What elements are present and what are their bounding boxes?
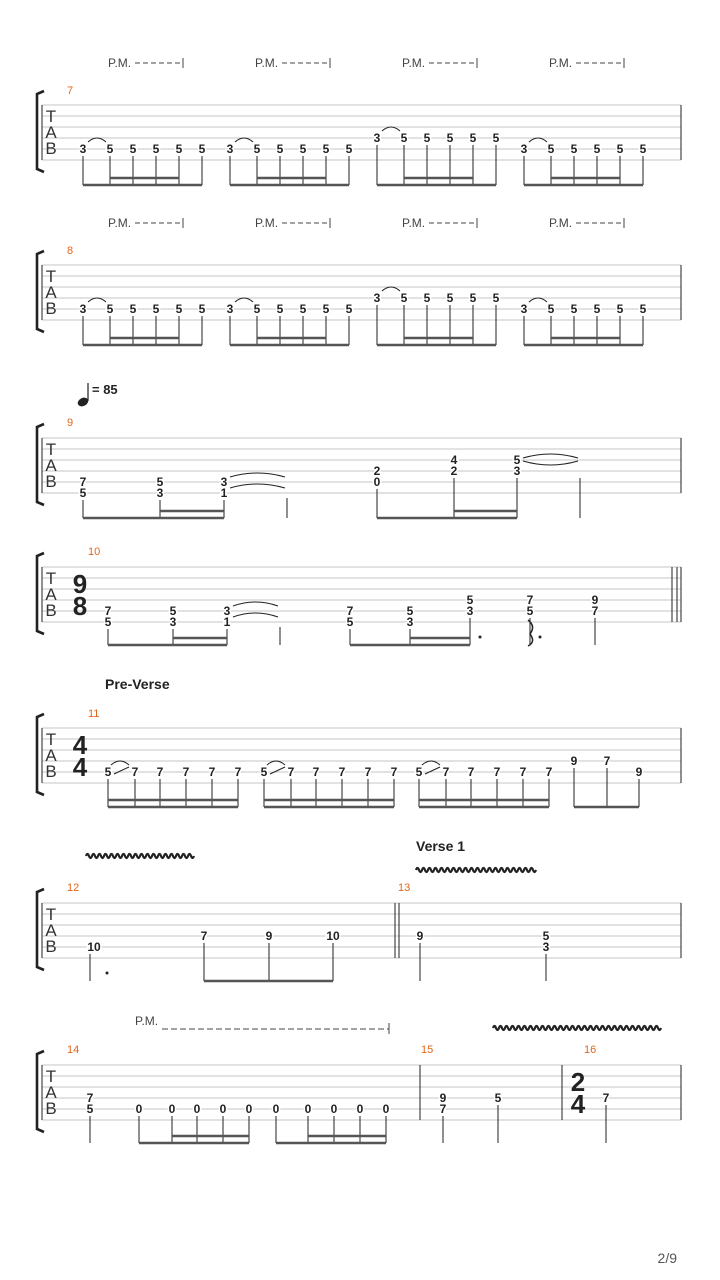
measure-number: 15 bbox=[421, 1044, 434, 1056]
fret-number: 5 bbox=[152, 142, 160, 156]
palm-mute-label: P.M. bbox=[549, 56, 573, 70]
fret-number: 7 bbox=[86, 1091, 94, 1105]
fret-number: 7 bbox=[545, 765, 553, 779]
fret-number: 7 bbox=[467, 765, 475, 779]
vibrato-line bbox=[416, 868, 536, 872]
fret-number: 5 bbox=[639, 302, 647, 316]
tab-clef-b: B bbox=[45, 139, 57, 158]
tab-clef-t: T bbox=[45, 267, 57, 286]
fret-number: 5 bbox=[526, 604, 534, 618]
slide-line bbox=[425, 767, 440, 774]
fret-number: 5 bbox=[345, 302, 353, 316]
fret-number: 5 bbox=[129, 302, 137, 316]
fret-number: 7 bbox=[519, 765, 527, 779]
measure-number: 14 bbox=[67, 1044, 80, 1056]
tab-clef-a: A bbox=[45, 1083, 57, 1102]
fret-number: 7 bbox=[602, 1091, 610, 1105]
tie-arc bbox=[88, 298, 106, 302]
tempo-marking: = 85 bbox=[92, 382, 118, 397]
tie-arc bbox=[267, 761, 285, 765]
fret-number: 10 bbox=[87, 940, 101, 954]
fret-number: 5 bbox=[469, 291, 477, 305]
fret-number: 7 bbox=[79, 475, 87, 489]
fret-number: 9 bbox=[416, 929, 424, 943]
fret-number: 7 bbox=[287, 765, 295, 779]
fret-number: 0 bbox=[168, 1102, 176, 1116]
palm-mute-label: P.M. bbox=[135, 1014, 159, 1028]
fret-number: 7 bbox=[104, 604, 112, 618]
fret-number: 5 bbox=[253, 302, 261, 316]
fret-number: 5 bbox=[152, 302, 160, 316]
tab-clef-a: A bbox=[45, 456, 57, 475]
fret-number: 5 bbox=[415, 765, 423, 779]
fret-number: 5 bbox=[276, 142, 284, 156]
fret-number: 0 bbox=[272, 1102, 280, 1116]
fret-number: 7 bbox=[493, 765, 501, 779]
measure-number: 7 bbox=[67, 85, 74, 97]
time-signature-9-8-bottom: 8 bbox=[72, 591, 88, 621]
fret-number: 5 bbox=[570, 142, 578, 156]
fret-number: 5 bbox=[446, 131, 454, 145]
fret-number: 5 bbox=[322, 302, 330, 316]
fret-number: 7 bbox=[182, 765, 190, 779]
tab-clef-b: B bbox=[45, 472, 57, 491]
fret-number: 9 bbox=[635, 765, 643, 779]
fret-number: 7 bbox=[346, 604, 354, 618]
tab-clef-t: T bbox=[45, 569, 57, 588]
time-signature-2-4-bottom: 4 bbox=[570, 1089, 586, 1119]
tab-clef-b: B bbox=[45, 299, 57, 318]
fret-number: 5 bbox=[446, 291, 454, 305]
fret-number: 5 bbox=[253, 142, 261, 156]
vibrato-line bbox=[86, 854, 194, 858]
tab-clef-t: T bbox=[45, 1067, 57, 1086]
tie-arc bbox=[233, 602, 278, 606]
fret-number: 9 bbox=[265, 929, 273, 943]
fret-number: 5 bbox=[639, 142, 647, 156]
time-signature-4-4-top: 4 bbox=[72, 730, 88, 760]
palm-mute-label: P.M. bbox=[255, 216, 279, 230]
time-signature-2-4-top: 2 bbox=[570, 1067, 586, 1097]
fret-number: 5 bbox=[79, 486, 87, 500]
fret-number: 7 bbox=[156, 765, 164, 779]
fret-number: 1 bbox=[220, 486, 228, 500]
tie-arc bbox=[523, 461, 578, 465]
fret-number: 7 bbox=[526, 593, 534, 607]
rhythm-dot bbox=[539, 636, 542, 639]
fret-number: 5 bbox=[299, 302, 307, 316]
tab-clef-b: B bbox=[45, 937, 57, 956]
tie-arc bbox=[230, 484, 285, 488]
fret-number: 7 bbox=[591, 604, 599, 618]
tie-arc bbox=[529, 138, 547, 142]
fret-number: 5 bbox=[106, 142, 114, 156]
page-number: 2/9 bbox=[657, 1250, 677, 1266]
fret-number: 5 bbox=[129, 142, 137, 156]
palm-mute-label: P.M. bbox=[402, 56, 426, 70]
tab-clef-a: A bbox=[45, 921, 57, 940]
measure-number: 8 bbox=[67, 245, 74, 257]
fret-number: 0 bbox=[193, 1102, 201, 1116]
tab-clef-t: T bbox=[45, 905, 57, 924]
fret-number: 3 bbox=[520, 142, 528, 156]
tab-clef-t: T bbox=[45, 440, 57, 459]
tie-arc bbox=[88, 138, 106, 142]
fret-number: 5 bbox=[104, 615, 112, 629]
fret-number: 5 bbox=[156, 475, 164, 489]
tab-clef-b: B bbox=[45, 601, 57, 620]
tie-arc bbox=[111, 761, 129, 765]
fret-number: 5 bbox=[469, 131, 477, 145]
fret-number: 3 bbox=[373, 291, 381, 305]
tab-clef-t: T bbox=[45, 107, 57, 126]
fret-number: 5 bbox=[175, 302, 183, 316]
fret-number: 5 bbox=[299, 142, 307, 156]
fret-number: 3 bbox=[156, 486, 164, 500]
slide-line bbox=[114, 767, 129, 774]
tie-arc bbox=[230, 473, 285, 477]
fret-number: 10 bbox=[326, 929, 340, 943]
fret-number: 5 bbox=[175, 142, 183, 156]
fret-number: 1 bbox=[223, 615, 231, 629]
palm-mute-label: P.M. bbox=[108, 56, 132, 70]
tie-arc bbox=[233, 613, 278, 617]
fret-number: 5 bbox=[593, 142, 601, 156]
tab-clef-a: A bbox=[45, 746, 57, 765]
fret-number: 7 bbox=[603, 754, 611, 768]
fret-number: 3 bbox=[220, 475, 228, 489]
tie-arc bbox=[382, 287, 400, 291]
fret-number: 0 bbox=[245, 1102, 253, 1116]
fret-number: 3 bbox=[223, 604, 231, 618]
tie-arc bbox=[235, 138, 253, 142]
tie-arc bbox=[529, 298, 547, 302]
fret-number: 7 bbox=[200, 929, 208, 943]
fret-number: 5 bbox=[406, 604, 414, 618]
fret-number: 5 bbox=[547, 302, 555, 316]
fret-number: 3 bbox=[542, 940, 550, 954]
fret-number: 5 bbox=[570, 302, 578, 316]
section-pre-verse: Pre-Verse bbox=[105, 676, 170, 692]
tie-arc bbox=[235, 298, 253, 302]
measure-number: 12 bbox=[67, 882, 80, 894]
section-verse-1: Verse 1 bbox=[416, 838, 466, 854]
measure-number: 9 bbox=[67, 417, 74, 429]
palm-mute-label: P.M. bbox=[549, 216, 573, 230]
measure-number: 10 bbox=[88, 546, 101, 558]
tie-arc bbox=[382, 127, 400, 131]
fret-number: 7 bbox=[338, 765, 346, 779]
fret-number: 0 bbox=[304, 1102, 312, 1116]
fret-number: 5 bbox=[466, 593, 474, 607]
fret-number: 3 bbox=[226, 302, 234, 316]
fret-number: 5 bbox=[345, 142, 353, 156]
fret-number: 0 bbox=[382, 1102, 390, 1116]
measure-number: 16 bbox=[584, 1044, 597, 1056]
palm-mute-label: P.M. bbox=[402, 216, 426, 230]
fret-number: 3 bbox=[226, 142, 234, 156]
palm-mute-label: P.M. bbox=[108, 216, 132, 230]
fret-number: 3 bbox=[406, 615, 414, 629]
fret-number: 5 bbox=[169, 604, 177, 618]
fret-number: 3 bbox=[169, 615, 177, 629]
slide-line bbox=[270, 767, 285, 774]
palm-mute-label: P.M. bbox=[255, 56, 279, 70]
fret-number: 3 bbox=[79, 142, 87, 156]
fret-number: 7 bbox=[312, 765, 320, 779]
tab-clef-b: B bbox=[45, 762, 57, 781]
fret-number: 0 bbox=[135, 1102, 143, 1116]
tab-clef-b: B bbox=[45, 1099, 57, 1118]
fret-number: 5 bbox=[400, 291, 408, 305]
fret-number: 9 bbox=[591, 593, 599, 607]
fret-number: 2 bbox=[450, 464, 458, 478]
fret-number: 7 bbox=[208, 765, 216, 779]
fret-number: 3 bbox=[79, 302, 87, 316]
fret-number: 5 bbox=[346, 615, 354, 629]
tab-clef-t: T bbox=[45, 730, 57, 749]
fret-number: 5 bbox=[616, 142, 624, 156]
fret-number: 5 bbox=[492, 131, 500, 145]
fret-number: 5 bbox=[322, 142, 330, 156]
tie-arc bbox=[523, 454, 578, 458]
time-signature-4-4-bottom: 4 bbox=[72, 752, 88, 782]
fret-number: 5 bbox=[260, 765, 268, 779]
tie-arc bbox=[422, 761, 440, 765]
fret-number: 7 bbox=[442, 765, 450, 779]
tab-clef-a: A bbox=[45, 585, 57, 604]
fret-number: 5 bbox=[198, 142, 206, 156]
fret-number: 7 bbox=[390, 765, 398, 779]
fret-number: 7 bbox=[234, 765, 242, 779]
fret-number: 2 bbox=[373, 464, 381, 478]
fret-number: 7 bbox=[131, 765, 139, 779]
fret-number: 3 bbox=[466, 604, 474, 618]
fret-number: 5 bbox=[494, 1091, 502, 1105]
fret-number: 5 bbox=[542, 929, 550, 943]
fret-number: 5 bbox=[276, 302, 284, 316]
fret-number: 5 bbox=[423, 131, 431, 145]
fret-number: 5 bbox=[513, 453, 521, 467]
fret-number: 5 bbox=[104, 765, 112, 779]
fret-number: 0 bbox=[356, 1102, 364, 1116]
fret-number: 5 bbox=[423, 291, 431, 305]
measure-number: 13 bbox=[398, 882, 411, 894]
fret-number: 0 bbox=[219, 1102, 227, 1116]
fret-number: 3 bbox=[513, 464, 521, 478]
fret-number: 0 bbox=[373, 475, 381, 489]
fret-number: 9 bbox=[439, 1091, 447, 1105]
fret-number: 5 bbox=[616, 302, 624, 316]
rhythm-dot bbox=[106, 972, 109, 975]
fret-number: 7 bbox=[439, 1102, 447, 1116]
fret-number: 7 bbox=[364, 765, 372, 779]
fret-number: 9 bbox=[570, 754, 578, 768]
fret-number: 5 bbox=[492, 291, 500, 305]
fret-number: 5 bbox=[198, 302, 206, 316]
measure-number: 11 bbox=[88, 708, 100, 720]
fret-number: 3 bbox=[520, 302, 528, 316]
tab-clef-a: A bbox=[45, 123, 57, 142]
fret-number: 0 bbox=[330, 1102, 338, 1116]
fret-number: 5 bbox=[547, 142, 555, 156]
fret-number: 5 bbox=[106, 302, 114, 316]
fret-number: 3 bbox=[373, 131, 381, 145]
fret-number: 5 bbox=[86, 1102, 94, 1116]
tab-clef-a: A bbox=[45, 283, 57, 302]
fret-number: 5 bbox=[400, 131, 408, 145]
vibrato-line bbox=[493, 1026, 661, 1030]
rhythm-dot bbox=[479, 636, 482, 639]
fret-number: 5 bbox=[593, 302, 601, 316]
time-signature-9-8-top: 9 bbox=[72, 569, 88, 599]
fret-number: 4 bbox=[450, 453, 458, 467]
